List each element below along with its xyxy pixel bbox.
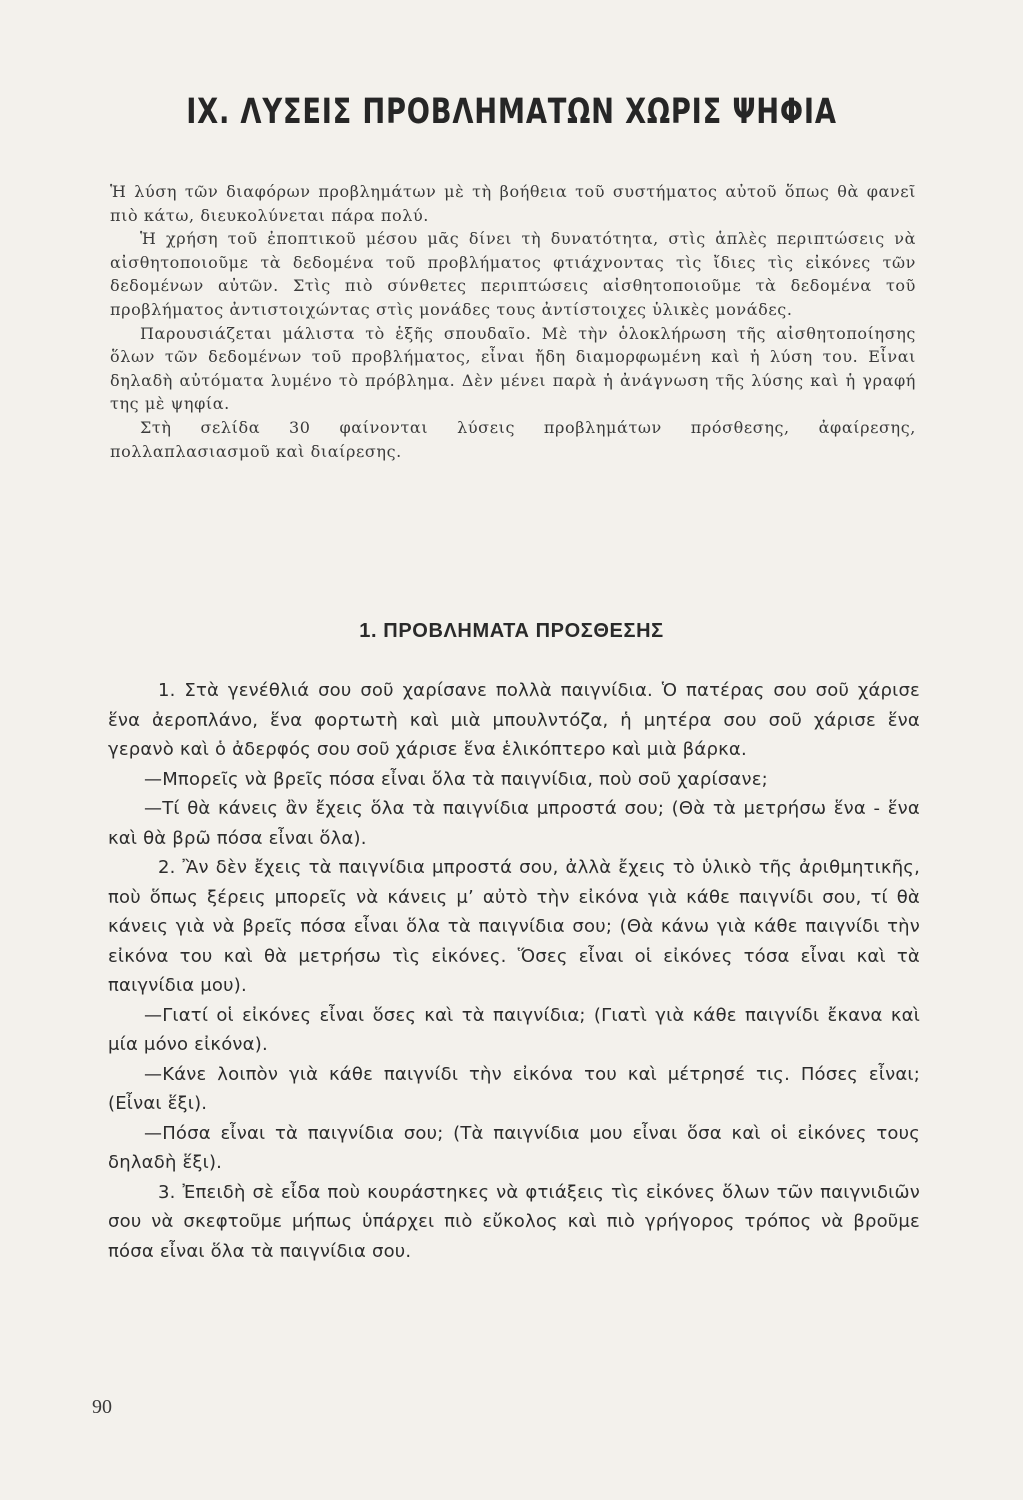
intro-paragraph: Ἡ λύση τῶν διαφόρων προβλημάτων μὲ τὴ βοήθεια τοῦ συστήματος αὐτοῦ ὅπως θὰ φανεῖ πιὸ κάτω, διευκολύνεται πάρα πολύ. bbox=[110, 182, 916, 225]
intro-paragraph: Στὴ σελίδα 30 φαίνονται λύσεις προβλημάτων πρόσθεσης, ἀφαίρεσης, πολλαπλασιασμοῦ καὶ διαίρεσης. bbox=[110, 417, 916, 461]
problem-paragraph: 1. Στὰ γενέθλιά σου σοῦ χαρίσανε πολλὰ παιγνίδια. Ὁ πατέρας σου σοῦ χάρισε ἕνα ἀεροπλάνο, ἕνα φορτωτὴ καὶ μιὰ μπουλντόζα, ἡ μητέρα σου σοῦ χάρισε ἕνα γερανὸ καὶ ὁ ἀδερφός σου σοῦ χάρισε ἕνα ἑλικόπτερο καὶ μιὰ βάρκα. bbox=[108, 680, 920, 760]
problem-paragraph: 2. Ἂν δὲν ἔχεις τὰ παιγνίδια μπροστά σου, ἀλλὰ ἔχεις τὸ ὑλικὸ τῆς ἀριθμητικῆς, ποὺ ὅπως ξέρεις μπορεῖς νὰ κάνεις μ’ αὐτὸ τὴν εἰκόνα γιὰ κάθε παιγνίδι σου, τί θὰ κάνεις γιὰ νὰ βρεῖς πόσα εἶναι ὅλα τὰ παιγνίδια σου; (Θὰ κάνω γιὰ κάθε παιγνίδι τὴν εἰκόνα του καὶ θὰ μετρήσω τὶς εἰκόνες. Ὅσες εἶναι οἱ εἰκόνες τόσα εἶναι καὶ τὰ παιγνίδια μου). bbox=[108, 857, 920, 996]
intro-paragraph: Παρουσιάζεται μάλιστα τὸ ἑξῆς σπουδαῖο. Μὲ τὴν ὁλοκλήρωση τῆς αἰσθητοποίησης ὅλων τῶν δεδομένων τοῦ προβλήματος, εἶναι ἤδη διαμορφωμένη καὶ ἡ λύση του. Εἶναι δηλαδὴ αὐτόματα λυμένο τὸ πρόβλημα. Δὲν μένει παρὰ ἡ ἀνάγνωση τῆς λύσης καὶ ἡ γραφή της μὲ ψηφία. bbox=[110, 323, 916, 414]
problem-question: —Τί θὰ κάνεις ἂν ἔχεις ὅλα τὰ παιγνίδια μπροστά σου; (Θὰ τὰ μετρήσω ἕνα - ἕνα καὶ θὰ βρῶ πόσα εἶναι ὅλα). bbox=[108, 798, 920, 849]
intro-paragraph: Ἡ χρήση τοῦ ἐποπτικοῦ μέσου μᾶς δίνει τὴ δυνατότητα, στὶς ἁπλὲς περιπτώσεις νὰ αἰσθητοποιοῦμε τὰ δεδομένα τοῦ προβλήματος φτιάχνοντας τὶς ἴδιες τὶς εἰκόνες τῶν δεδομένων αὐτῶν. Στὶς πιὸ σύνθετες περιπτώσεις αἰσθητοποιοῦμε τὰ δεδομένα τοῦ προβλήματος ἀντιστοιχώντας στὶς μονάδες τους ἀντίστοιχες ὑλικὲς μονάδες. bbox=[110, 229, 916, 319]
problem-question: —Γιατί οἱ εἰκόνες εἶναι ὅσες καὶ τὰ παιγνίδια; (Γιατὶ γιὰ κάθε παιγνίδι ἔκανα καὶ μία μόνο εἰκόνα). bbox=[108, 1004, 920, 1055]
intro-text bbox=[110, 180, 916, 463]
page-number: 90 bbox=[92, 1396, 112, 1418]
problem-question: —Πόσα εἶναι τὰ παιγνίδια σου; (Τὰ παιγνίδια μου εἶναι ὅσα καὶ οἱ εἰκόνες τους δηλαδὴ ἕξι). bbox=[108, 1122, 920, 1173]
chapter-title: IX. ΛΥΣΕΙΣ ΠΡΟΒΛΗΜΑΤΩΝ ΧΩΡΙΣ ΨΗΦΙΑ bbox=[186, 92, 837, 132]
section-heading: 1. ΠΡΟΒΛΗΜΑΤΑ ΠΡΟΣΘΕΣΗΣ bbox=[359, 620, 664, 642]
problem-question: —Κάνε λοιπὸν γιὰ κάθε παιγνίδι τὴν εἰκόνα του καὶ μέτρησέ τις. Πόσες εἶναι; (Εἶναι ἕξι). bbox=[108, 1063, 920, 1114]
problems-text bbox=[108, 676, 920, 1266]
problem-question: —Μπορεῖς νὰ βρεῖς πόσα εἶναι ὅλα τὰ παιγνίδια, ποὺ σοῦ χαρίσανε; bbox=[144, 768, 768, 790]
problem-paragraph: 3. Ἐπειδὴ σὲ εἶδα ποὺ κουράστηκες νὰ φτιάξεις τὶς εἰκόνες ὅλων τῶν παιγνιδιῶν σου νὰ σκεφτοῦμε μήπως ὑπάρχει πιὸ εὔκολος καὶ πιὸ γρήγορος τρόπος νὰ βροῦμε πόσα εἶναι ὅλα τὰ παιγνίδια σου. bbox=[108, 1181, 920, 1262]
